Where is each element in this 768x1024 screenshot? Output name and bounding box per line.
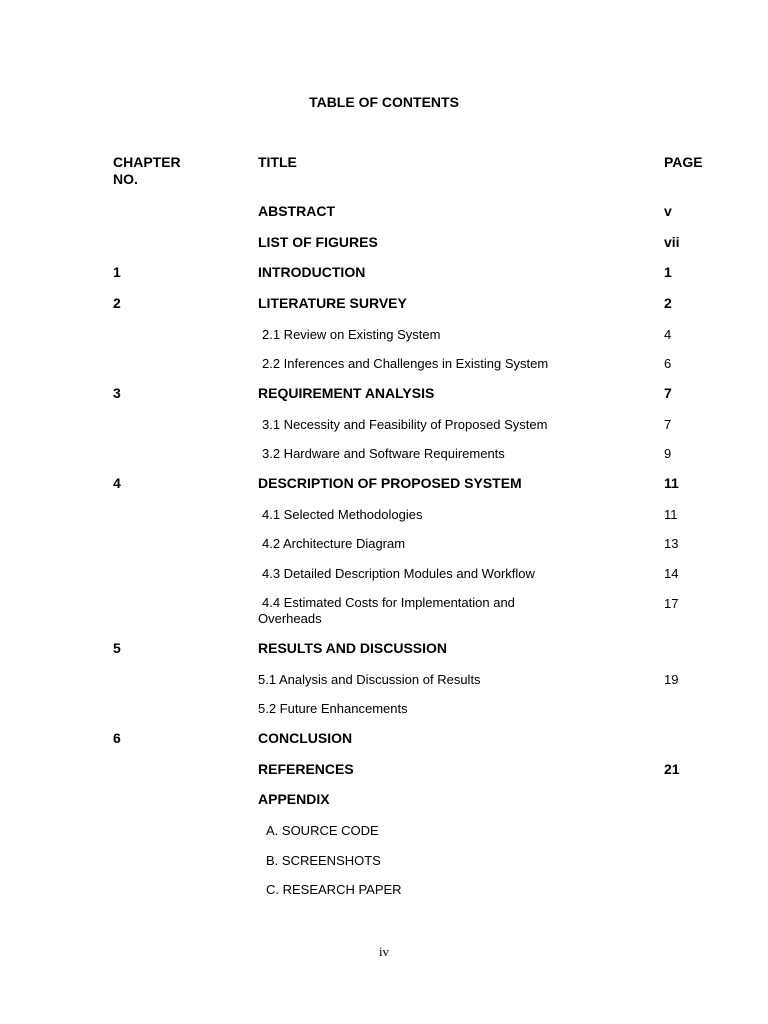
toc-row-4-4 [0, 595, 768, 635]
page-title: TABLE OF CONTENTS [309, 94, 459, 110]
entry-page: 7 [664, 385, 672, 401]
entry-page: 21 [664, 761, 680, 777]
header-chapter-line1: CHAPTER [113, 154, 181, 170]
toc-row-3-1 [0, 416, 768, 446]
toc-row-appendix-a [0, 822, 768, 852]
entry-page: 7 [664, 417, 672, 432]
toc-row-4-1 [0, 506, 768, 536]
header-chapter-no [113, 154, 233, 188]
toc-row-4-3 [0, 565, 768, 595]
entry-title: LITERATURE SURVEY [258, 295, 407, 311]
toc-row-5-2 [0, 700, 768, 730]
entry-title: LIST OF FIGURES [258, 234, 378, 250]
toc-row-3-2 [0, 445, 768, 475]
entry-title: 4.3 Detailed Description Modules and Workflow [262, 566, 535, 581]
entry-title: 3.1 Necessity and Feasibility of Proposed System [262, 417, 548, 432]
toc-row-2-1 [0, 326, 768, 356]
toc-row-literature-survey [0, 295, 768, 325]
toc-row-abstract [0, 203, 768, 233]
toc-row-requirement-analysis [0, 385, 768, 415]
entry-title: 2.1 Review on Existing System [262, 327, 441, 342]
entry-title: B. SCREENSHOTS [266, 853, 381, 868]
footer-page-number: iv [378, 944, 390, 959]
entry-title: RESULTS AND DISCUSSION [258, 640, 448, 656]
toc-row-appendix [0, 791, 768, 821]
chapter-number: 2 [113, 295, 121, 311]
entry-title: 4.1 Selected Methodologies [262, 507, 423, 522]
entry-page: v [664, 203, 672, 219]
toc-row-5-1 [0, 671, 768, 701]
toc-row-2-2 [0, 355, 768, 385]
entry-title: C. RESEARCH PAPER [266, 882, 402, 897]
entry-page: 13 [664, 536, 679, 551]
header-chapter-line2: NO. [113, 171, 138, 187]
toc-row-results-and-discussion [0, 640, 768, 670]
entry-page: vii [664, 234, 680, 250]
header-title: TITLE [258, 154, 297, 170]
entry-page: 9 [664, 446, 672, 461]
entry-page: 17 [664, 596, 679, 611]
chapter-number: 4 [113, 475, 121, 491]
toc-row-description-of-proposed-system [0, 475, 768, 505]
entry-title: A. SOURCE CODE [266, 823, 379, 838]
chapter-number: 1 [113, 264, 121, 280]
entry-title: CONCLUSION [258, 730, 353, 746]
entry-title: 2.2 Inferences and Challenges in Existing System [262, 356, 549, 371]
entry-page: 14 [664, 566, 679, 581]
entry-title: INTRODUCTION [258, 264, 366, 280]
entry-page: 2 [664, 295, 672, 311]
chapter-number: 3 [113, 385, 121, 401]
toc-row-4-2 [0, 535, 768, 565]
chapter-number: 6 [113, 730, 121, 746]
entry-title: 5.1 Analysis and Discussion of Results [258, 672, 481, 687]
entry-page: 6 [664, 356, 672, 371]
entry-title: ABSTRACT [258, 203, 335, 219]
entry-title: 4.2 Architecture Diagram [262, 536, 406, 551]
entry-page: 11 [664, 507, 678, 522]
toc-row-conclusion [0, 730, 768, 760]
chapter-number: 5 [113, 640, 121, 656]
entry-title: 3.2 Hardware and Software Requirements [262, 446, 505, 461]
toc-row-introduction [0, 264, 768, 294]
toc-header [0, 154, 768, 194]
entry-page: 11 [664, 475, 679, 491]
entry-title: REFERENCES [258, 761, 354, 777]
header-page: PAGE [664, 154, 703, 170]
toc-row-appendix-b [0, 852, 768, 882]
entry-page: 4 [664, 327, 672, 342]
entry-title: 4.4 Estimated Costs for Implementation and Overheads [258, 595, 515, 626]
entry-page: 19 [664, 672, 679, 687]
toc-row-appendix-c [0, 881, 768, 911]
entry-title: APPENDIX [258, 791, 330, 807]
entry-title: REQUIREMENT ANALYSIS [258, 385, 435, 401]
toc-row-references [0, 761, 768, 791]
entry-title: 5.2 Future Enhancements [258, 701, 408, 716]
toc-row-list-of-figures [0, 234, 768, 264]
entry-title: DESCRIPTION OF PROPOSED SYSTEM [258, 475, 522, 491]
entry-page: 1 [664, 264, 672, 280]
